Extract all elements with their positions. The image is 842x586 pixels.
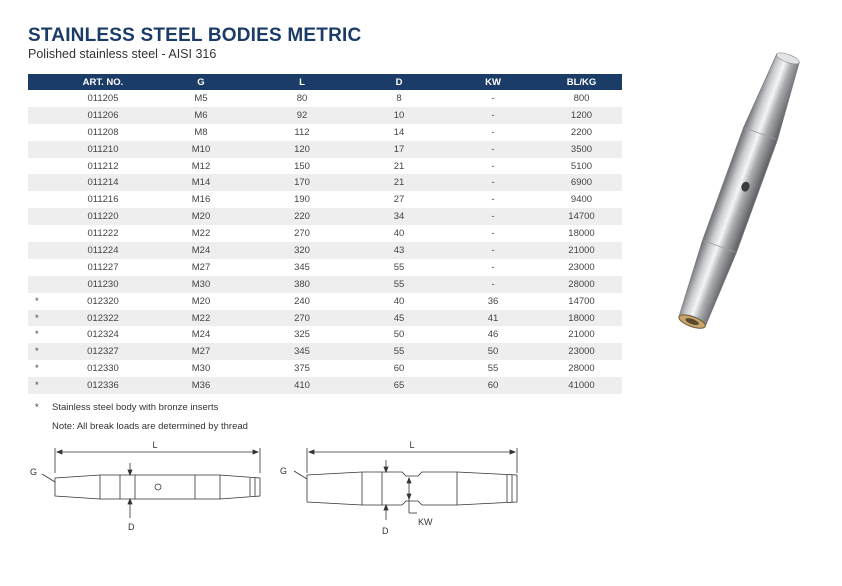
table-row — [28, 360, 622, 377]
technical-drawing-kw — [272, 438, 532, 548]
cell-d: 60 — [393, 363, 405, 375]
cell-bl-kg: 9400 — [570, 194, 593, 206]
cell-kw: - — [445, 242, 541, 259]
cell-d: 21 — [393, 160, 405, 172]
cell-g: M36 — [151, 377, 251, 394]
cell-g: M6 — [151, 107, 251, 124]
cell-g: M5 — [194, 92, 208, 104]
table-header-row — [28, 74, 622, 90]
cell-l: 92 — [251, 107, 353, 124]
row-mark — [28, 208, 55, 225]
dim-label-g: G — [30, 467, 38, 477]
dim-label-g: G — [280, 466, 288, 476]
cell-g: M27 — [151, 343, 251, 360]
cell-bl-kg: 21000 — [541, 242, 622, 259]
cell-g: M22 — [191, 228, 211, 240]
cell-bl-kg: 28000 — [568, 363, 595, 375]
cell-bl-kg: 18000 — [568, 228, 595, 240]
table-row — [28, 208, 622, 225]
dim-label-l: L — [152, 440, 158, 450]
note-bronze — [28, 402, 248, 421]
cell-bl-kg: 14700 — [568, 295, 595, 307]
cell-art-no: 011230 — [55, 276, 151, 293]
cell-bl-kg: 3500 — [541, 141, 622, 158]
dim-label-kw: KW — [418, 517, 433, 527]
cell-d: 55 — [353, 276, 445, 293]
row-mark — [28, 141, 55, 158]
cell-art-no: 012324 — [87, 329, 119, 341]
cell-kw: 41 — [445, 310, 541, 327]
table-row — [28, 259, 622, 276]
cell-l: 220 — [251, 208, 353, 225]
cell-kw: 60 — [445, 377, 541, 394]
row-mark — [28, 225, 55, 242]
cell-l: 380 — [251, 276, 353, 293]
cell-d: 27 — [393, 194, 405, 206]
cell-g: M24 — [191, 329, 211, 341]
cell-kw: - — [445, 276, 541, 293]
technical-drawing-standard — [20, 438, 270, 548]
dim-label-d: D — [382, 526, 389, 536]
note-bronze-text: Stainless steel body with bronze inserts — [52, 402, 219, 413]
cell-bl-kg: 21000 — [568, 329, 595, 341]
row-mark — [28, 259, 55, 276]
cell-g: M20 — [191, 295, 211, 307]
header-art-no: ART. NO. — [55, 74, 151, 90]
cell-d: 8 — [396, 92, 402, 104]
cell-kw: - — [491, 160, 495, 172]
cell-d: 10 — [353, 107, 445, 124]
cell-art-no: 011214 — [55, 174, 151, 191]
table-row — [28, 158, 622, 175]
cell-art-no: 012322 — [55, 310, 151, 327]
cell-d: 55 — [393, 261, 405, 273]
header-mark — [28, 74, 55, 90]
cell-kw: - — [445, 208, 541, 225]
cell-art-no: 011205 — [87, 92, 119, 104]
cell-art-no: 011227 — [87, 261, 119, 273]
cell-l: 410 — [251, 377, 353, 394]
cell-kw: 36 — [487, 295, 499, 307]
cell-l: 170 — [251, 174, 353, 191]
cell-kw: 50 — [445, 343, 541, 360]
cell-d: 34 — [353, 208, 445, 225]
notes — [28, 402, 248, 440]
row-mark: * — [28, 377, 55, 394]
cell-d: 40 — [393, 228, 405, 240]
cell-bl-kg: 5100 — [570, 160, 593, 172]
cell-kw: - — [491, 228, 495, 240]
table-row — [28, 107, 622, 124]
cell-l: 375 — [294, 363, 310, 375]
table-row — [28, 377, 622, 394]
cell-l: 325 — [294, 329, 310, 341]
cell-d: 40 — [393, 295, 405, 307]
header-g: G — [151, 74, 251, 90]
cell-bl-kg: 2200 — [570, 126, 593, 138]
cell-l: 345 — [294, 261, 310, 273]
cell-art-no: 011208 — [87, 126, 119, 138]
row-mark: * — [35, 329, 39, 341]
cell-kw: 46 — [487, 329, 499, 341]
cell-d: 55 — [353, 343, 445, 360]
table-row — [28, 225, 622, 242]
row-mark — [28, 90, 55, 107]
row-mark — [28, 191, 55, 208]
cell-bl-kg: 41000 — [541, 377, 622, 394]
cell-g: M20 — [151, 208, 251, 225]
cell-kw: - — [445, 141, 541, 158]
cell-art-no: 011212 — [87, 160, 119, 172]
row-mark: * — [35, 295, 39, 307]
cell-g: M22 — [151, 310, 251, 327]
cell-g: M27 — [191, 261, 211, 273]
cell-art-no: 012336 — [55, 377, 151, 394]
cell-l: 80 — [296, 92, 308, 104]
cell-g: M16 — [191, 194, 211, 206]
table-row — [28, 174, 622, 191]
page-title: STAINLESS STEEL BODIES METRIC — [28, 25, 362, 46]
header-kw: KW — [445, 74, 541, 90]
cell-kw: - — [491, 194, 495, 206]
row-mark — [28, 158, 55, 175]
cell-bl-kg: 6900 — [541, 174, 622, 191]
cell-art-no: 012330 — [87, 363, 119, 375]
cell-l: 345 — [251, 343, 353, 360]
row-mark — [28, 276, 55, 293]
cell-art-no: 012320 — [87, 295, 119, 307]
cell-g: M14 — [151, 174, 251, 191]
table-row — [28, 191, 622, 208]
cell-g: M12 — [191, 160, 211, 172]
table-row — [28, 326, 622, 343]
cell-kw: 55 — [487, 363, 499, 375]
cell-l: 120 — [251, 141, 353, 158]
cell-bl-kg: 28000 — [541, 276, 622, 293]
cell-kw: - — [491, 92, 495, 104]
cell-d: 43 — [353, 242, 445, 259]
cell-d: 14 — [393, 126, 405, 138]
cell-art-no: 011222 — [87, 228, 119, 240]
cell-d: 17 — [353, 141, 445, 158]
table-row — [28, 343, 622, 360]
table-row — [28, 90, 622, 107]
table-header — [28, 74, 622, 90]
table-row — [28, 124, 622, 141]
row-mark — [28, 124, 55, 141]
cell-art-no: 011220 — [55, 208, 151, 225]
cell-art-no: 011210 — [55, 141, 151, 158]
cell-bl-kg: 1200 — [541, 107, 622, 124]
table-row — [28, 242, 622, 259]
cell-kw: - — [445, 174, 541, 191]
dim-label-d: D — [128, 522, 135, 532]
header-d: D — [353, 74, 445, 90]
table-row — [28, 310, 622, 327]
cell-g: M8 — [194, 126, 208, 138]
header-bl-kg: BL/KG — [541, 74, 622, 90]
note-breakload: Note: All break loads are determined by thread — [52, 421, 248, 432]
product-image — [640, 30, 840, 350]
cell-l: 190 — [294, 194, 310, 206]
cell-kw: - — [491, 261, 495, 273]
table-row — [28, 141, 622, 158]
cell-bl-kg: 23000 — [568, 261, 595, 273]
cell-l: 320 — [251, 242, 353, 259]
cell-g: M24 — [151, 242, 251, 259]
row-mark — [28, 107, 55, 124]
cell-g: M10 — [151, 141, 251, 158]
dim-label-l: L — [409, 440, 415, 450]
cell-bl-kg: 800 — [573, 92, 590, 104]
cell-l: 270 — [251, 310, 353, 327]
cell-l: 240 — [294, 295, 310, 307]
cell-l: 150 — [294, 160, 310, 172]
row-mark: * — [28, 310, 55, 327]
cell-kw: - — [445, 107, 541, 124]
row-mark: * — [28, 343, 55, 360]
cell-art-no: 011224 — [55, 242, 151, 259]
cell-d: 65 — [353, 377, 445, 394]
cell-d: 45 — [353, 310, 445, 327]
cell-d: 21 — [353, 174, 445, 191]
note-asterisk: * — [35, 402, 39, 413]
cell-bl-kg: 23000 — [541, 343, 622, 360]
row-mark: * — [35, 363, 39, 375]
spec-table — [28, 74, 622, 394]
cell-g: M30 — [191, 363, 211, 375]
cell-bl-kg: 18000 — [541, 310, 622, 327]
cell-l: 270 — [294, 228, 310, 240]
cell-d: 50 — [393, 329, 405, 341]
row-mark — [28, 242, 55, 259]
page-subtitle: Polished stainless steel - AISI 316 — [28, 47, 217, 61]
cell-bl-kg: 14700 — [541, 208, 622, 225]
cell-l: 112 — [294, 126, 310, 138]
table-row — [28, 276, 622, 293]
table-body — [28, 90, 622, 394]
cell-kw: - — [491, 126, 495, 138]
table-row — [28, 293, 622, 310]
row-mark — [28, 174, 55, 191]
header-l: L — [251, 74, 353, 90]
cell-art-no: 012327 — [55, 343, 151, 360]
cell-art-no: 011216 — [87, 194, 119, 206]
cell-art-no: 011206 — [55, 107, 151, 124]
cell-g: M30 — [151, 276, 251, 293]
